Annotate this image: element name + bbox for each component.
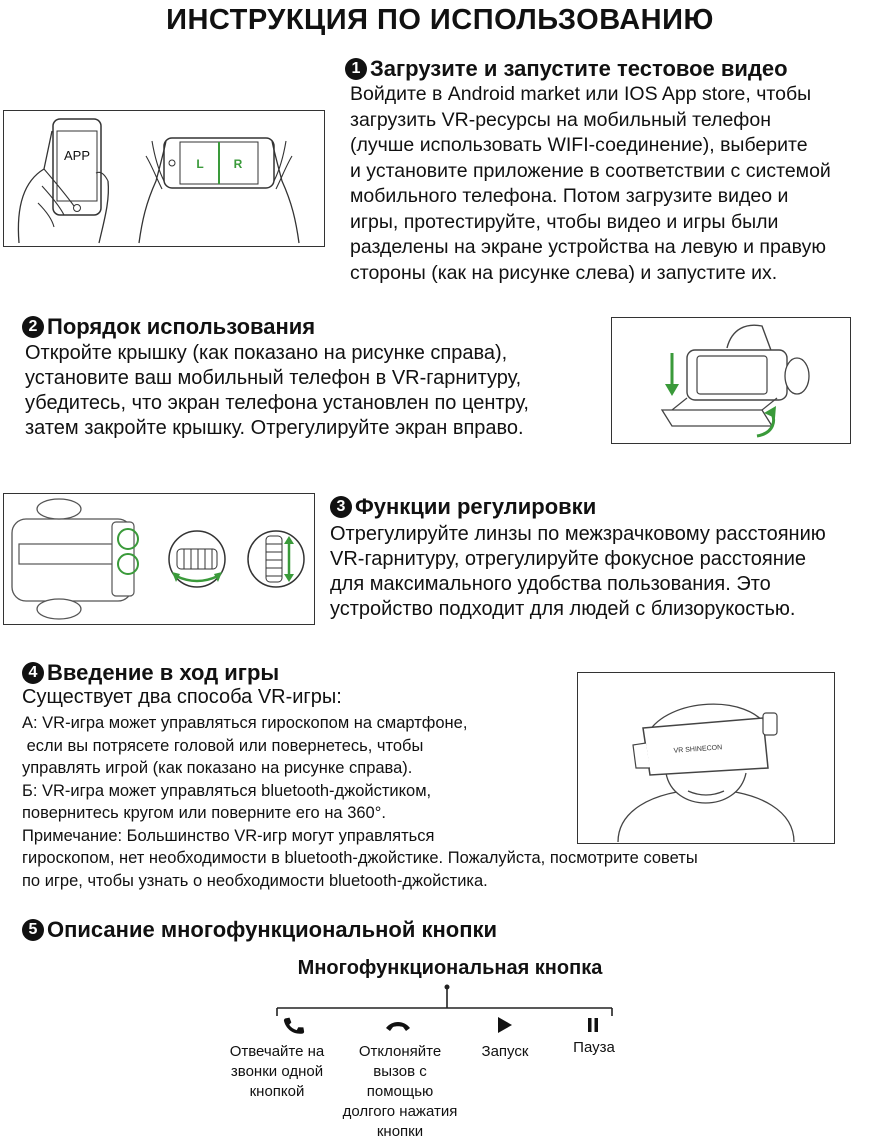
caption-line: Отклоняйте bbox=[358, 1043, 442, 1060]
section4-line: Примечание: Большинство VR-игр могут управляться bbox=[22, 826, 435, 845]
button-diagram-lines bbox=[0, 980, 880, 1030]
page-title: ИНСТРУКЦИЯ ПО ИСПОЛЬЗОВАНИЮ bbox=[166, 4, 714, 36]
section1-line: и установите приложение в соответствии с системой bbox=[350, 159, 831, 182]
section3-line: для максимального удобства пользования. Это bbox=[330, 573, 771, 595]
caption-line: Пауза bbox=[573, 1039, 615, 1056]
section4-line: по игре, чтобы узнать о необходимости bluetooth-джойстика. bbox=[22, 871, 488, 890]
right-label: R bbox=[233, 157, 243, 171]
caption-line: звонки одной bbox=[230, 1063, 324, 1080]
section5-heading-text: Описание многофункциональной кнопки bbox=[47, 917, 498, 942]
section2-body bbox=[25, 341, 529, 441]
reject-call-caption bbox=[335, 1042, 465, 1142]
section1-line: стороны (как на рисунке слева) и запустите их. bbox=[350, 261, 778, 284]
vertical-wheel-icon bbox=[248, 531, 304, 587]
step-number-5-badge: 5 bbox=[22, 919, 44, 941]
section3-line: Отрегулируйте линзы по межзрачковому расстоянию bbox=[330, 523, 826, 545]
caption-line: Запуск bbox=[481, 1043, 529, 1060]
caption-line: долгого нажатия bbox=[342, 1103, 458, 1120]
section4-line: гироскопом, нет необходимости в bluetooth-джойстике. Пожалуйста, посмотрите советы bbox=[22, 849, 698, 867]
section1-line: (лучше использовать WIFI-соединение), выберите bbox=[350, 134, 808, 156]
pause-caption bbox=[544, 1038, 644, 1058]
section3-heading bbox=[330, 494, 596, 520]
section4-illustration bbox=[577, 672, 835, 844]
section1-heading bbox=[345, 56, 788, 82]
button-diagram-title: Многофункциональная кнопка bbox=[297, 957, 603, 979]
section4-line: управлять игрой (как показано на рисунке справа). bbox=[22, 759, 413, 777]
left-label: L bbox=[196, 157, 204, 171]
section2-line: убедитесь, что экран телефона установлен по центру, bbox=[25, 392, 529, 414]
section5-heading bbox=[22, 917, 497, 943]
caption-line: вызов с bbox=[373, 1063, 427, 1080]
section3-body bbox=[330, 522, 826, 622]
caption-line: помощью bbox=[366, 1083, 434, 1100]
horizontal-wheel-icon bbox=[169, 531, 225, 587]
section1-body bbox=[350, 82, 831, 286]
step-number-2-badge: 2 bbox=[22, 316, 44, 338]
section3-heading-text: Функции регулировки bbox=[355, 494, 597, 519]
phone-hangup-icon bbox=[384, 1017, 412, 1035]
section4-subheading: Существует два способа VR-игры: bbox=[22, 686, 342, 708]
section3-illustration bbox=[3, 493, 315, 625]
step-number-1-badge: 1 bbox=[345, 58, 367, 80]
section3-line: устройство подходит для людей с близорукостью. bbox=[330, 598, 796, 620]
caption-line: кнопки bbox=[376, 1123, 424, 1140]
step-number-3-badge: 3 bbox=[330, 496, 352, 518]
section2-line: установите ваш мобильный телефон в VR-гарнитуру, bbox=[25, 367, 522, 389]
person-wearing-headset-illustration bbox=[618, 704, 794, 842]
headset-brand-label: VR SHINECON bbox=[673, 744, 723, 755]
section2-heading-text: Порядок использования bbox=[47, 314, 316, 339]
headset-top-view-illustration bbox=[12, 499, 138, 619]
section1-line: Войдите в Android market или IOS App store, чтобы bbox=[350, 83, 812, 105]
section1-illustration bbox=[3, 110, 325, 247]
section1-line: мобильного телефона. Потом загрузите видео и bbox=[350, 185, 789, 207]
section1-line: разделены на экране устройства на левую и правую bbox=[350, 236, 826, 258]
caption-line: кнопкой bbox=[249, 1083, 305, 1100]
section1-line: игры, протестируйте, чтобы видео и игры были bbox=[350, 210, 779, 233]
section4-line: Б: VR-игра может управляться bluetooth-джойстиком, bbox=[22, 781, 432, 800]
hand-phone-vertical-illustration bbox=[18, 119, 108, 243]
answer-call-caption bbox=[212, 1042, 342, 1102]
section4-heading-text: Введение в ход игры bbox=[47, 660, 280, 685]
play-icon bbox=[496, 1015, 514, 1035]
caption-line: Отвечайте на bbox=[229, 1043, 325, 1060]
section4-line: если вы потрясете головой или повернетесь, чтобы bbox=[22, 736, 424, 755]
phone-answer-icon bbox=[282, 1014, 306, 1038]
headset-open-cover-illustration bbox=[662, 325, 809, 436]
play-caption bbox=[455, 1042, 555, 1062]
section2-line: затем закройте крышку. Отрегулируйте экран вправо. bbox=[25, 417, 524, 439]
section4-line: А: VR-игра может управляться гироскопом на смартфоне, bbox=[22, 714, 468, 732]
section4-line: повернитесь кругом или поверните его на 360°. bbox=[22, 804, 386, 822]
section2-line: Откройте крышку (как показано на рисунке справа), bbox=[25, 342, 508, 364]
section4-heading bbox=[22, 660, 279, 686]
section2-illustration bbox=[611, 317, 851, 444]
step-number-4-badge: 4 bbox=[22, 662, 44, 684]
pause-icon bbox=[585, 1016, 601, 1034]
section1-line: загрузить VR-ресурсы на мобильный телефон bbox=[350, 108, 771, 131]
section3-line: VR-гарнитуру, отрегулируйте фокусное расстояние bbox=[330, 548, 807, 570]
hands-phone-horizontal-illustration bbox=[139, 138, 299, 243]
app-label: APP bbox=[63, 148, 91, 163]
section1-heading-text: Загрузите и запустите тестовое видео bbox=[370, 56, 788, 81]
section2-heading bbox=[22, 314, 315, 340]
